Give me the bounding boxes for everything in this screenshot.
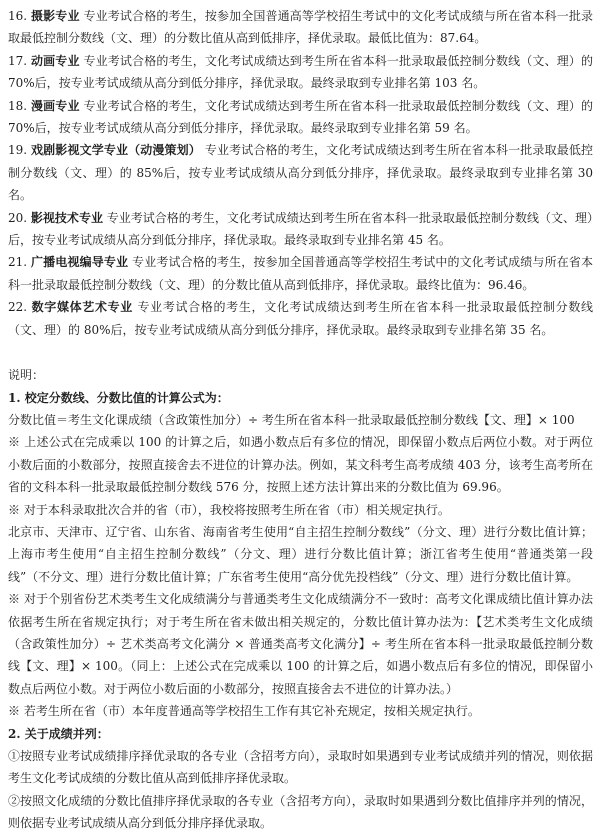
item-number: 18. [8,98,28,113]
section-gap [8,341,593,364]
item-18 [8,95,593,140]
item-text: 专业考试合格的考生，文化考试成绩达到考生所在省本科一批录取最低控制分数线（文、理）的70%后，按专业考试成绩从高分到低分排序，择优录取。最终录取到专业排名第 59 名。 [8,98,593,136]
major-name: 动画专业 [31,53,80,68]
item-text: 专业考试合格的考生，文化考试成绩达到考生所在省本科一批录取最低控制分数线（文、理）的70%后，按专业考试成绩从高分到低分排序，择优录取。最终录取到专业排名第 103 名。 [8,53,593,91]
art-score-note: ※ 对于个别省份艺术类考生文化成绩满分与普通类考生文化成绩满分不一致时：高考文化课成绩比值计算办法依据考生所在省规定执行；对于考生所在省未做出相关规定的，分数比值计算办法为：【艺术类考生文化成绩（含政策性加分）÷ 艺术类高考文化满分 × 普通类高考文化满分】÷ 考生所在省本科一批录取最低控制分数线【文、理】× 100。（同上：上述公式在完成乘以 100 的计算之后，如遇小数点后有多位的情况，即保留小数点后两位小数。对于两位小数后面的小数部分，按照直接舍去不进位的计算办法。） [8,592,593,696]
item-number: 21. [8,255,28,270]
item-number: 20. [8,210,28,225]
item-text: 专业考试合格的考生，文化考试成绩达到考生所在省本科一批录取最低控制分数线（文、理）的 85%后，按专业考试成绩从高分到低分排序，择优录取。最终录取到专业排名第 30 名。 [8,143,593,203]
item-17 [8,50,593,95]
item-19 [8,139,593,206]
item-20 [8,207,593,252]
item-number: 16. [8,9,28,23]
major-name: 数字媒体艺术专业 [31,300,133,315]
province-rules: 北京市、天津市、辽宁省、山东省、海南省考生使用“自主招生控制分数线”（分文、理）进行分数比值计算；上海市考生使用“自主招生控制分数线”（分文、理）进行分数比值计算；浙江省考生使用“普通类第一段线”（不分文、理）进行分数比值计算；广东省考生使用“高分优先投档线”（分文、理）进行分数比值计算。 [8,524,593,584]
notes-title: 说明： [8,368,45,383]
item-text: 专业考试合格的考生，按参加全国普通高等学校招生考试中的文化考试成绩与所在省本科一批录取最低控制分数线（文、理）的分数比值从高到低排序，择优录取。最低比值为：87.64。 [8,9,593,46]
item-number: 22. [8,300,28,315]
supplementary-note: ※ 若考生所在省（市）本年度普通高等学校招生工作有其它补充规定，按相关规定执行。 [8,704,480,719]
item-text: 专业考试合格的考生，文化考试成绩达到考生所在省本科一批录取最低控制分数线（文、理）的 80%后，按专业考试成绩从高分到低分排序，择优录取。最终录取到专业排名第 35 名。 [8,300,593,337]
item-22 [8,296,593,341]
formula-note: ※ 上述公式在完成乘以 100 的计算之后，如遇小数点后有多位的情况，即保留小数点后两位小数。对于两位小数后面的小数部分，按照直接舍去不进位的计算办法。例如，某文科考生高考成绩 403 分，该考生高考所在省的文科本科一批录取最低控制分数线 576 分，按照上述方法计算出来的分数比值为 69.96。 [8,435,593,495]
tie-rule-1: ①按照专业考试成绩排序择优录取的各专业（含招考方向），录取时如果遇到专业考试成绩并列的情况，则依据考生文化考试成绩的分数比值从高到低排序择优录取。 [8,749,593,786]
item-number: 19. [8,143,28,158]
item-21 [8,251,593,296]
major-name: 漫画专业 [31,98,80,113]
major-name: 影视技术专业 [30,210,103,225]
item-text: 专业考试合格的考生，文化考试成绩达到考生所在省本科一批录取最低控制分数线（文、理）后，按专业考试成绩从高分到低分排序，择优录取。最终录取到专业排名第 45 名。 [8,210,593,248]
item-16 [8,5,593,50]
item-text: 专业考试合格的考生，按参加全国普通高等学校招生考试中的文化考试成绩与所在省本科一批录取最低控制分数线（文、理）的分数比值从高到低排序，择优录取。最终比值为：96.46。 [8,255,593,292]
section-1-heading: 1. 校定分数线、分数比值的计算公式为： [8,390,229,405]
major-name: 戏剧影视文学专业（动漫策划） [31,143,201,158]
major-name: 摄影专业 [31,9,80,23]
item-number: 17. [8,53,28,68]
section-2-heading: 2. 关于成绩并列： [8,726,109,741]
major-name: 广播电视编导专业 [31,255,129,270]
merged-batch-note: ※ 对于本科录取批次合并的省（市），我校将按照考生所在省（市）相关规定执行。 [8,502,450,517]
tie-rule-2: ②按照文化成绩的分数比值排序择优录取的各专业（含招考方向），录取时如果遇到分数比值排序并列的情况，则依据专业考试成绩从高分到低分排序择优录取。 [8,793,593,831]
formula-line: 分数比值＝考生文化课成绩（含政策性加分）÷ 考生所在省本科一批录取最低控制分数线【文、理】× 100 [8,412,575,427]
